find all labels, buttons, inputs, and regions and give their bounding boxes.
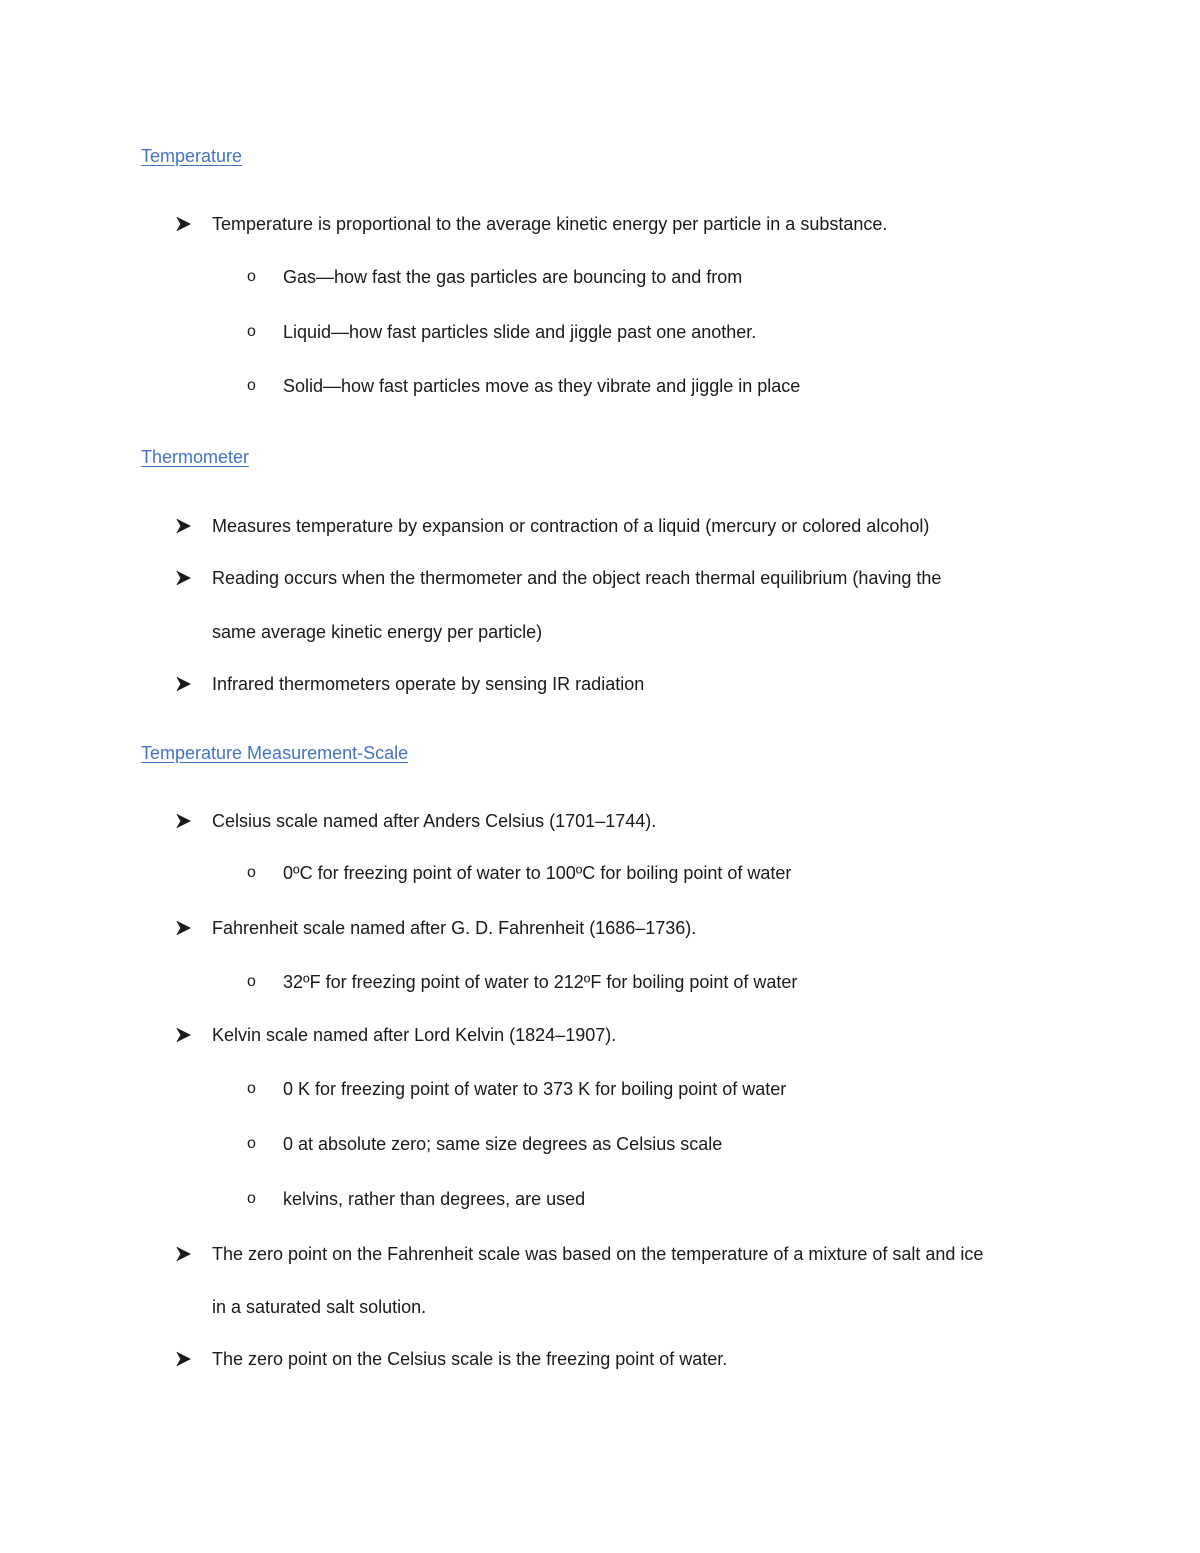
bullet-item-text: Kelvin scale named after Lord Kelvin (1824–1907). [212, 1025, 617, 1045]
arrowhead-bullet-icon [175, 1026, 193, 1048]
circle-bullet-icon: o [247, 1190, 256, 1207]
bullet-item-text: Measures temperature by expansion or contraction of a liquid (mercury or colored alcohol) [212, 516, 930, 536]
circle-bullet-icon: o [247, 268, 256, 285]
bullet-item-text: Infrared thermometers operate by sensing IR radiation [212, 674, 645, 694]
sub-bullet-item-text: 0 K for freezing point of water to 373 K for boiling point of water [283, 1079, 787, 1099]
sub-bullet-item-text: Liquid—how fast particles slide and jiggle past one another. [283, 322, 757, 342]
circle-bullet-icon: o [247, 323, 256, 340]
sub-bullet-item-text: 32ºF for freezing point of water to 212ºF for boiling point of water [283, 972, 798, 992]
bullet-item-continuation: same average kinetic energy per particle) [212, 622, 543, 642]
circle-bullet-icon: o [247, 864, 256, 881]
sub-bullet-item-text: kelvins, rather than degrees, are used [283, 1189, 586, 1209]
circle-bullet-icon: o [247, 377, 256, 394]
arrowhead-bullet-icon [175, 1350, 193, 1372]
section-heading: Temperature [141, 146, 243, 166]
sub-bullet-item-text: Solid—how fast particles move as they vibrate and jiggle in place [283, 376, 801, 396]
bullet-item-text: Temperature is proportional to the average kinetic energy per particle in a substance. [212, 214, 888, 234]
bullet-item-text: The zero point on the Celsius scale is the freezing point of water. [212, 1349, 728, 1369]
bullet-item-text: Celsius scale named after Anders Celsius (1701–1744). [212, 811, 657, 831]
bullet-item-text: Reading occurs when the thermometer and the object reach thermal equilibrium (having the [212, 568, 942, 588]
sub-bullet-item-text: Gas—how fast the gas particles are bouncing to and from [283, 267, 743, 287]
bullet-item-text: The zero point on the Fahrenheit scale was based on the temperature of a mixture of salt and ice [212, 1244, 984, 1264]
circle-bullet-icon: o [247, 1135, 256, 1152]
arrowhead-bullet-icon [175, 517, 193, 539]
section-heading: Thermometer [141, 447, 250, 467]
sub-bullet-item-text: 0ºC for freezing point of water to 100ºC for boiling point of water [283, 863, 792, 883]
bullet-item-continuation: in a saturated salt solution. [212, 1297, 427, 1317]
section-heading: Temperature Measurement-Scale [141, 743, 409, 763]
arrowhead-bullet-icon [175, 569, 193, 591]
bullet-item-text: Fahrenheit scale named after G. D. Fahrenheit (1686–1736). [212, 918, 697, 938]
arrowhead-bullet-icon [175, 675, 193, 697]
arrowhead-bullet-icon [175, 919, 193, 941]
circle-bullet-icon: o [247, 973, 256, 990]
arrowhead-bullet-icon [175, 812, 193, 834]
arrowhead-bullet-icon [175, 215, 193, 237]
circle-bullet-icon: o [247, 1080, 256, 1097]
arrowhead-bullet-icon [175, 1245, 193, 1267]
sub-bullet-item-text: 0 at absolute zero; same size degrees as Celsius scale [283, 1134, 723, 1154]
